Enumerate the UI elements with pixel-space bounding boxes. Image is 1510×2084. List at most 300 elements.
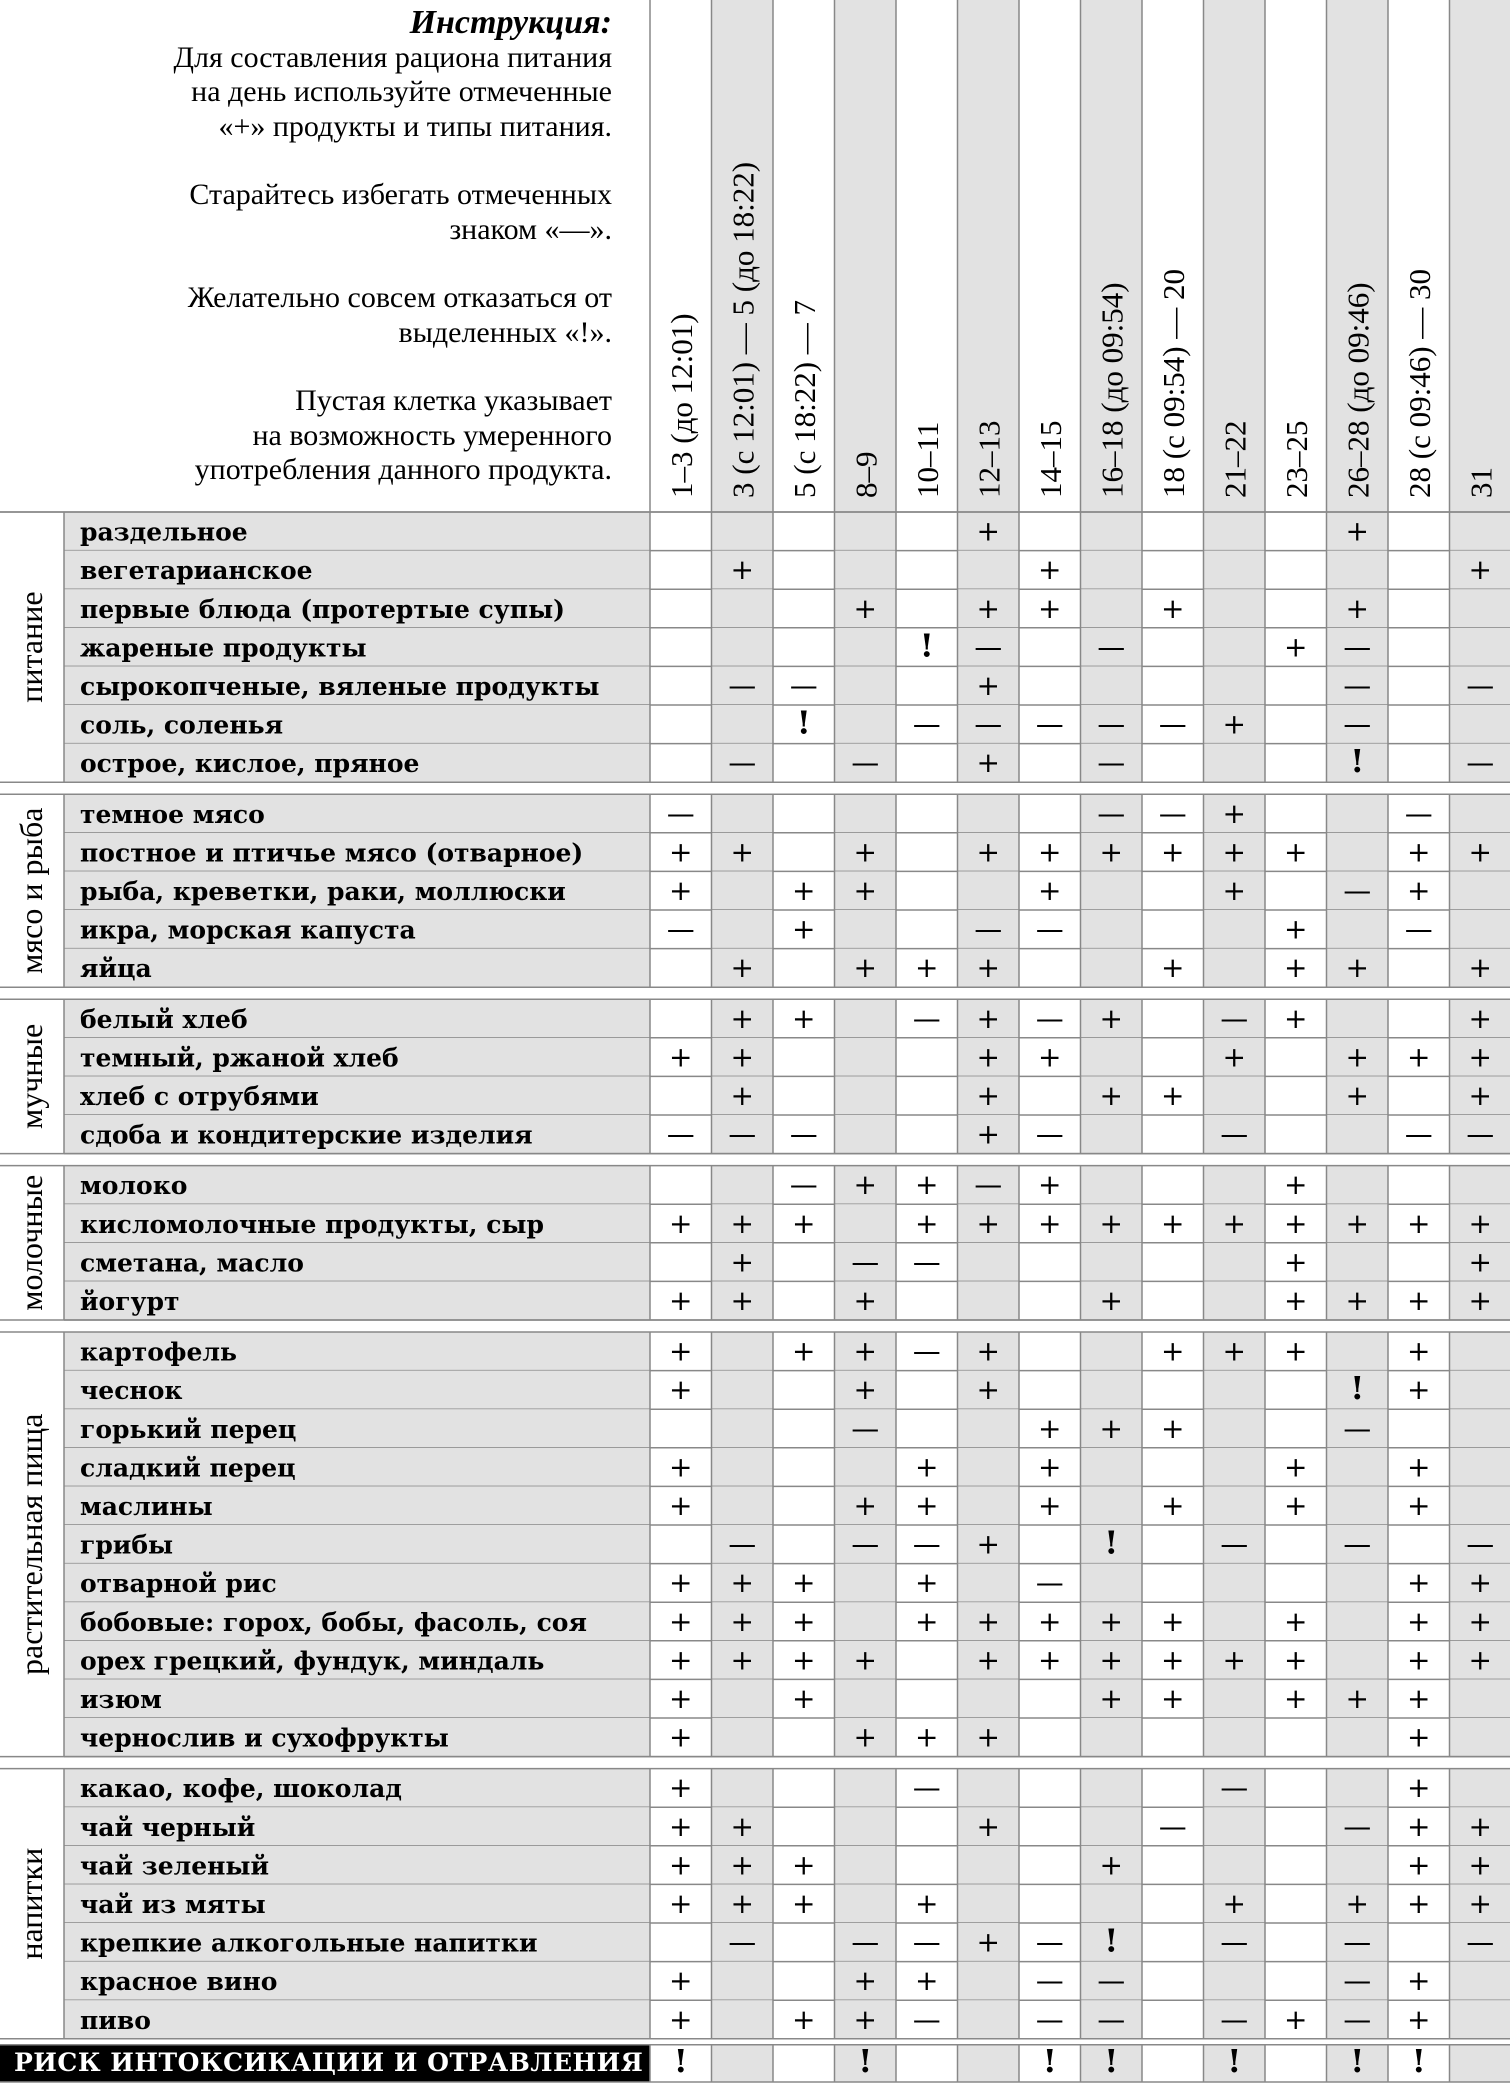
cell-shade	[1081, 1166, 1143, 1205]
cell-mark: +	[976, 591, 1000, 625]
cell-mark: —	[1097, 2002, 1126, 2036]
risk-label: РИСК ИНТОКСИКАЦИИ И ОТРАВЛЕНИЯ	[14, 2048, 644, 2077]
cell-shade	[958, 1679, 1020, 1718]
cell-shade	[1204, 1962, 1266, 2001]
cell-mark: +	[1407, 1964, 1431, 1998]
cell-mark: +	[669, 1643, 693, 1677]
cell-mark: +	[1345, 591, 1369, 625]
cell-shade	[1327, 1846, 1389, 1885]
cell-mark: +	[1468, 1566, 1492, 1600]
cell-shade	[1204, 744, 1266, 783]
cell-mark: +	[1468, 1206, 1492, 1240]
column-header: 21–22	[1217, 420, 1253, 498]
cell-mark: +	[792, 1206, 816, 1240]
cell-mark: +	[853, 1373, 877, 1407]
column-header: 18 (с 09:54) — 20	[1155, 268, 1191, 498]
cell-mark: +	[1284, 1206, 1308, 1240]
cell-mark: +	[730, 553, 754, 587]
column-header: 12–13	[971, 420, 1007, 498]
cell-mark: +	[915, 1206, 939, 1240]
cell-mark: +	[1038, 1168, 1062, 1202]
row-label: сдоба и кондитерские изделия	[80, 1120, 533, 1150]
cell-mark: +	[669, 1450, 693, 1484]
cell-shade	[1327, 794, 1389, 833]
cell-shade	[1450, 1409, 1510, 1448]
cell-shade	[835, 1679, 897, 1718]
cell-shade	[1327, 910, 1389, 949]
cell-shade	[958, 871, 1020, 910]
cell-shade	[1450, 589, 1510, 628]
cell-shade	[1204, 1846, 1266, 1885]
cell-mark: —	[1097, 796, 1126, 830]
cell-mark: +	[1222, 1334, 1246, 1368]
cell-mark: +	[1345, 1040, 1369, 1074]
cell-shade	[712, 910, 774, 949]
cell-mark: +	[669, 1284, 693, 1317]
cell-shade	[1204, 1448, 1266, 1487]
cell-mark: —	[851, 1527, 880, 1561]
cell-mark: +	[1222, 1643, 1246, 1677]
column-header: 8–9	[848, 451, 884, 498]
cell-shade	[1081, 589, 1143, 628]
cell-mark: —	[728, 669, 757, 702]
cell-mark: +	[1222, 1206, 1246, 1240]
cell-mark: +	[915, 1450, 939, 1484]
cell-mark: —	[974, 630, 1003, 664]
cell-mark: —	[789, 1117, 818, 1151]
cell-mark: +	[1407, 1887, 1431, 1920]
cell-shade	[1081, 871, 1143, 910]
cell-mark: +	[730, 1245, 754, 1279]
cell-mark: +	[915, 1720, 939, 1754]
cell-mark: —	[851, 1411, 880, 1445]
cell-mark: +	[1099, 1848, 1123, 1882]
cell-mark: +	[730, 1284, 754, 1317]
cell-mark: +	[1284, 1450, 1308, 1484]
cell-mark: +	[730, 1809, 754, 1843]
cell-shade	[712, 1332, 774, 1371]
cell-shade	[1450, 871, 1510, 910]
cell-mark: +	[1407, 1643, 1431, 1677]
cell-shade	[712, 705, 774, 744]
cell-mark: +	[1468, 1040, 1492, 1074]
cell-shade	[1204, 512, 1266, 551]
cell-mark: +	[1345, 951, 1369, 985]
instruction-title: Инструкция:	[409, 4, 612, 41]
category-label: мясо и рыба	[13, 807, 49, 974]
instruction-line: Пустая клетка указывает	[295, 384, 612, 417]
row-label: острое, кислое, пряное	[80, 749, 420, 779]
cell-mark: +	[1222, 707, 1246, 741]
row-label: чай зеленый	[80, 1851, 270, 1881]
cell-mark: —	[728, 1527, 757, 1561]
cell-mark: +	[915, 1887, 939, 1920]
row-label: первые блюда (протертые супы)	[80, 594, 565, 624]
cell-mark: +	[1468, 1001, 1492, 1035]
cell-mark: —	[1220, 1925, 1249, 1959]
cell-shade	[958, 1769, 1020, 1808]
category-label: молочные	[13, 1174, 49, 1311]
row-label: чай из мяты	[80, 1890, 266, 1919]
cell-mark: —	[1035, 1001, 1064, 1035]
cell-shade	[1327, 1448, 1389, 1487]
cell-mark: +	[1222, 874, 1246, 907]
cell-shade	[1081, 949, 1143, 988]
cell-shade	[1450, 1679, 1510, 1718]
cell-mark: —	[1097, 630, 1126, 664]
cell-mark: +	[1407, 1284, 1431, 1317]
cell-mark: +	[669, 1720, 693, 1754]
cell-shade	[712, 1486, 774, 1525]
row-label: раздельное	[80, 517, 248, 547]
cell-shade	[1204, 1281, 1266, 1320]
cell-mark: +	[853, 1643, 877, 1677]
cell-mark: —	[1343, 1964, 1372, 1998]
cell-mark: +	[1038, 1450, 1062, 1484]
cell-mark: !	[1350, 1369, 1365, 1408]
cell-shade	[958, 794, 1020, 833]
cell-mark: +	[1407, 1771, 1431, 1805]
risk-mark: !	[673, 2042, 688, 2080]
cell-mark: +	[1407, 1040, 1431, 1074]
cell-mark: +	[1222, 1040, 1246, 1074]
cell-shade	[835, 666, 897, 705]
cell-shade	[1204, 1486, 1266, 1525]
column-header: 26–28 (до 09:46)	[1340, 282, 1376, 498]
cell-shade	[1450, 1769, 1510, 1808]
cell-mark: +	[1345, 1079, 1369, 1112]
row-label: какао, кофе, шоколад	[80, 1774, 402, 1804]
cell-mark: —	[666, 1117, 695, 1151]
cell-mark: +	[1099, 1682, 1123, 1715]
cell-shade	[712, 1679, 774, 1718]
cell-shade	[835, 1038, 897, 1077]
cell-shade	[1081, 551, 1143, 590]
cell-mark: +	[1038, 1643, 1062, 1677]
cell-mark: +	[669, 1682, 693, 1715]
cell-mark: +	[669, 1334, 693, 1368]
cell-shade	[1204, 1409, 1266, 1448]
cell-mark: —	[1466, 746, 1495, 780]
cell-shade	[1081, 1243, 1143, 1282]
cell-shade	[835, 999, 897, 1038]
row-label: чеснок	[80, 1376, 183, 1406]
cell-mark: —	[1466, 1527, 1495, 1561]
cell-mark: +	[1345, 514, 1369, 548]
cell-mark: —	[1035, 707, 1064, 741]
cell-mark: +	[1161, 1643, 1185, 1677]
cell-mark: +	[1161, 1604, 1185, 1638]
cell-mark: +	[1161, 1489, 1185, 1522]
cell-shade	[1327, 1718, 1389, 1757]
row-label: постное и птичье мясо (отварное)	[80, 838, 584, 868]
cell-mark: +	[1038, 591, 1062, 625]
cell-shade	[835, 1602, 897, 1641]
cell-mark: +	[669, 1771, 693, 1805]
cell-mark: +	[1161, 1079, 1185, 1112]
cell-mark: +	[669, 1206, 693, 1240]
cell-mark: +	[730, 1887, 754, 1920]
cell-mark: +	[1284, 2002, 1308, 2036]
row-label: сметана, масло	[80, 1248, 304, 1278]
cell-shade	[835, 1769, 897, 1808]
cell-mark: +	[1038, 835, 1062, 869]
cell-mark: —	[851, 1245, 880, 1279]
cell-mark: +	[853, 1720, 877, 1754]
cell-shade	[1327, 1115, 1389, 1154]
cell-mark: —	[1343, 630, 1372, 664]
cell-mark: +	[1038, 874, 1062, 907]
cell-mark: +	[1468, 1848, 1492, 1882]
cell-shade	[1204, 1602, 1266, 1641]
cell-mark: +	[976, 1643, 1000, 1677]
row-label: горький перец	[80, 1414, 297, 1444]
cell-shade	[835, 1115, 897, 1154]
cell-mark: —	[912, 1925, 941, 1959]
row-label: маслины	[80, 1492, 213, 1521]
cell-mark: +	[1407, 1489, 1431, 1522]
cell-mark: !	[796, 703, 811, 742]
cell-shade	[1081, 666, 1143, 705]
cell-mark: +	[669, 1604, 693, 1638]
row-label: вегетарианское	[80, 556, 313, 586]
cell-mark: +	[1161, 835, 1185, 869]
column-header: 5 (с 18:22) — 7	[786, 299, 822, 498]
cell-mark: —	[912, 1245, 941, 1279]
cell-mark: +	[976, 1373, 1000, 1407]
cell-mark: +	[730, 1604, 754, 1638]
cell-mark: —	[1466, 1925, 1495, 1959]
cell-shade	[712, 1448, 774, 1487]
cell-mark: +	[1468, 1284, 1492, 1317]
row-label: бобовые: горох, бобы, фасоль, соя	[80, 1607, 587, 1637]
cell-shade	[958, 1962, 1020, 2001]
cell-mark: —	[666, 796, 695, 830]
cell-mark: —	[789, 669, 818, 702]
cell-mark: +	[669, 1373, 693, 1407]
row-label: йогурт	[80, 1287, 180, 1316]
cell-shade	[1450, 1166, 1510, 1205]
cell-shade	[835, 1564, 897, 1603]
cell-shade	[1081, 1769, 1143, 1808]
cell-mark: +	[915, 1604, 939, 1638]
cell-mark: +	[853, 1964, 877, 1998]
row-label: красное вино	[80, 1967, 278, 1997]
cell-shade	[1081, 1718, 1143, 1757]
cell-mark: —	[912, 1527, 941, 1561]
cell-shade	[1450, 910, 1510, 949]
cell-mark: —	[1035, 1925, 1064, 1959]
row-label: картофель	[80, 1337, 237, 1367]
row-label: сырокопченые, вяленые продукты	[80, 672, 600, 701]
cell-mark: —	[1097, 707, 1126, 741]
cell-mark: +	[1345, 1284, 1369, 1317]
instruction-line: на возможность умеренного	[252, 418, 612, 452]
cell-mark: +	[1099, 1643, 1123, 1677]
cell-mark: +	[853, 1334, 877, 1368]
row-label: орех грецкий, фундук, миндаль	[80, 1646, 545, 1676]
row-label: икра, морская капуста	[80, 915, 416, 945]
cell-mark: +	[1284, 1643, 1308, 1677]
cell-shade	[1081, 1884, 1143, 1923]
cell-mark: +	[976, 1527, 1000, 1561]
cell-mark: +	[730, 1643, 754, 1677]
category-label: растительная пища	[13, 1413, 49, 1676]
cell-mark: +	[1407, 835, 1431, 869]
cell-shade	[1081, 1486, 1143, 1525]
cell-mark: +	[1468, 1643, 1492, 1677]
cell-mark: —	[728, 1925, 757, 1959]
cell-shade	[712, 512, 774, 551]
cell-mark: +	[1284, 951, 1308, 985]
category-label: питание	[13, 591, 49, 703]
cell-mark: +	[1468, 553, 1492, 587]
cell-mark: +	[730, 1566, 754, 1600]
cell-mark: +	[730, 951, 754, 985]
cell-mark: —	[1220, 2002, 1249, 2036]
cell-mark: +	[669, 1040, 693, 1074]
cell-mark: +	[1161, 1411, 1185, 1445]
cell-mark: +	[1284, 1245, 1308, 1279]
cell-mark: +	[1468, 951, 1492, 985]
cell-mark: —	[912, 1771, 941, 1805]
cell-shade	[1327, 999, 1389, 1038]
cell-shade	[712, 628, 774, 667]
cell-mark: —	[1158, 1809, 1187, 1843]
cell-shade	[712, 1769, 774, 1808]
column-header: 23–25	[1278, 420, 1314, 498]
risk-cell-shade	[712, 2045, 774, 2082]
cell-shade	[712, 1371, 774, 1410]
cell-mark: +	[669, 1887, 693, 1920]
cell-mark: —	[1343, 874, 1372, 907]
cell-mark: +	[976, 1206, 1000, 1240]
cell-mark: —	[912, 1001, 941, 1035]
cell-mark: +	[1407, 874, 1431, 907]
cell-mark: —	[1220, 1001, 1249, 1035]
risk-mark: !	[1104, 2042, 1119, 2080]
cell-shade	[1327, 1602, 1389, 1641]
cell-mark: +	[1038, 1489, 1062, 1522]
cell-shade	[712, 2000, 774, 2039]
cell-mark: +	[976, 1334, 1000, 1368]
cell-mark: +	[1407, 2002, 1431, 2036]
cell-mark: +	[976, 1809, 1000, 1843]
cell-mark: +	[730, 1001, 754, 1035]
cell-shade	[1081, 1371, 1143, 1410]
cell-mark: +	[1407, 1450, 1431, 1484]
row-label: крепкие алкогольные напитки	[80, 1928, 538, 1958]
cell-mark: —	[1404, 912, 1433, 946]
risk-mark: !	[858, 2042, 873, 2080]
cell-mark: —	[666, 912, 695, 946]
cell-mark: —	[851, 1925, 880, 1959]
cell-mark: +	[1161, 1334, 1185, 1368]
cell-mark: +	[1284, 1334, 1308, 1368]
cell-mark: +	[1284, 1168, 1308, 1202]
cell-mark: +	[669, 1964, 693, 1998]
cell-mark: —	[1035, 1566, 1064, 1600]
cell-mark: +	[1099, 1284, 1123, 1317]
cell-mark: —	[1035, 912, 1064, 946]
cell-mark: +	[669, 835, 693, 869]
row-label: чернослив и сухофрукты	[80, 1723, 449, 1753]
cell-shade	[1081, 1038, 1143, 1077]
cell-mark: +	[853, 874, 877, 907]
cell-mark: +	[792, 1001, 816, 1035]
cell-mark: +	[730, 835, 754, 869]
cell-mark: +	[1468, 1604, 1492, 1638]
row-label: соль, соленья	[80, 710, 284, 740]
cell-mark: —	[912, 2002, 941, 2036]
cell-shade	[1204, 910, 1266, 949]
cell-mark: +	[1407, 1334, 1431, 1368]
cell-mark: —	[1035, 1117, 1064, 1151]
cell-shade	[958, 1409, 1020, 1448]
cell-shade	[1204, 1718, 1266, 1757]
header-column-shade	[835, 0, 897, 512]
cell-mark: —	[851, 746, 880, 780]
cell-shade	[1204, 1166, 1266, 1205]
cell-mark: —	[1343, 2002, 1372, 2036]
cell-mark: +	[669, 1566, 693, 1600]
cell-mark: —	[1404, 796, 1433, 830]
cell-mark: +	[1284, 1604, 1308, 1638]
cell-mark: —	[1158, 796, 1187, 830]
instruction-line: Для составления рациона питания	[173, 40, 612, 74]
cell-shade	[958, 2000, 1020, 2039]
cell-shade	[1081, 1448, 1143, 1487]
cell-mark: —	[728, 746, 757, 780]
cell-mark: +	[730, 1079, 754, 1112]
cell-shade	[1204, 1371, 1266, 1410]
cell-mark: +	[1468, 1079, 1492, 1112]
cell-shade	[1204, 1243, 1266, 1282]
cell-shade	[1450, 1962, 1510, 2001]
row-label: грибы	[80, 1530, 174, 1560]
cell-mark: —	[974, 1168, 1003, 1202]
cell-mark: +	[1038, 1604, 1062, 1638]
cell-mark: —	[1097, 746, 1126, 780]
cell-shade	[958, 551, 1020, 590]
cell-shade	[1204, 1807, 1266, 1846]
cell-mark: —	[1220, 1527, 1249, 1561]
cell-shade	[712, 589, 774, 628]
cell-mark: +	[915, 1489, 939, 1522]
cell-mark: +	[792, 912, 816, 946]
cell-mark: —	[1343, 1809, 1372, 1843]
cell-shade	[958, 1448, 1020, 1487]
cell-mark: +	[669, 1809, 693, 1843]
row-label-background	[64, 2000, 650, 2039]
cell-mark: +	[669, 1848, 693, 1882]
cell-mark: +	[792, 874, 816, 907]
cell-shade	[712, 1409, 774, 1448]
cell-shade	[1204, 666, 1266, 705]
cell-shade	[1327, 1641, 1389, 1680]
cell-shade	[1081, 1564, 1143, 1603]
cell-mark: +	[853, 591, 877, 625]
cell-mark: —	[1097, 1964, 1126, 1998]
cell-shade	[835, 1076, 897, 1115]
cell-mark: +	[792, 1566, 816, 1600]
cell-mark: +	[1284, 1284, 1308, 1317]
cell-mark: +	[1222, 1887, 1246, 1920]
cell-mark: +	[1284, 1001, 1308, 1035]
cell-mark: +	[1099, 1001, 1123, 1035]
cell-mark: +	[1284, 912, 1308, 946]
cell-shade	[1450, 1448, 1510, 1487]
